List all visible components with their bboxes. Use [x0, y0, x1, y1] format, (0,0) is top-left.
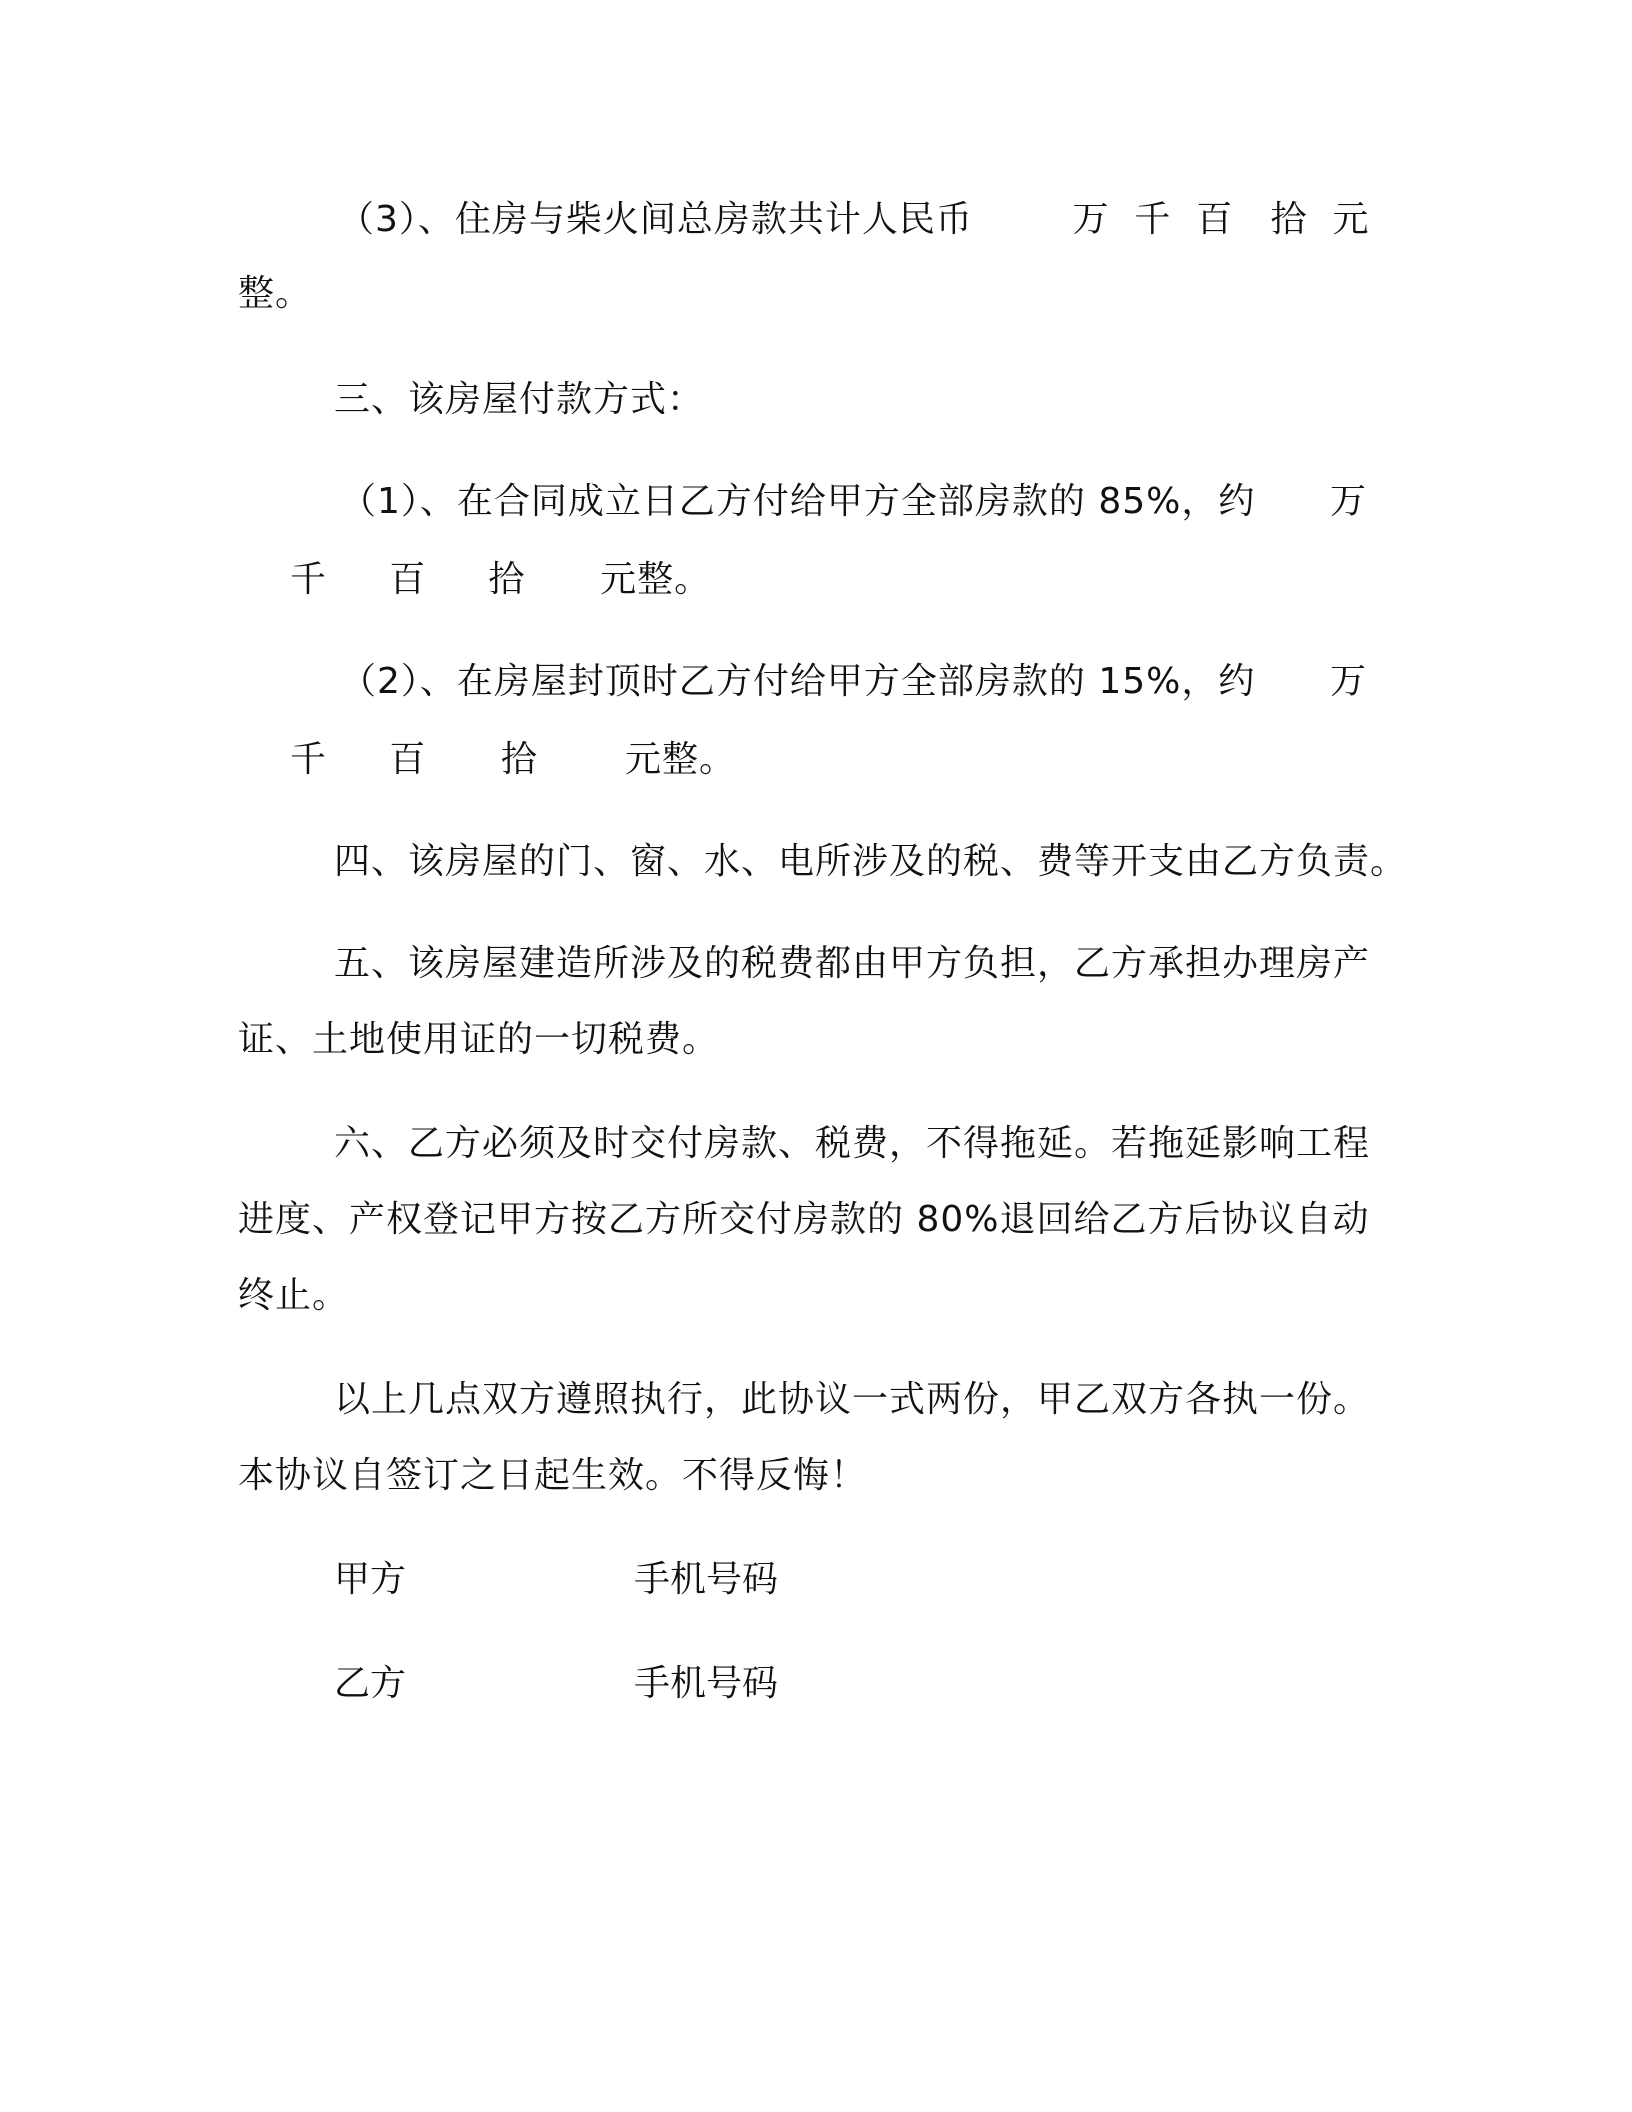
signature-row-party-b [334, 1660, 1034, 1708]
closing-line2: 本协议自签订之日起生效。不得反悔！ [238, 1455, 868, 1496]
clause-6-line1: 六、乙方必须及时交付房款、税费，不得拖延。若拖延影响工程 [334, 1123, 1371, 1164]
party-a-phone-label: 手机号码 [634, 1559, 779, 1600]
party-b-phone-label: 手机号码 [634, 1663, 779, 1704]
clause-4: 四、该房屋的门、窗、水、电所涉及的税、费等开支由乙方负责。 [334, 841, 1408, 882]
clause-2-3-line1: （3）、住房与柴火间总房款共计人民币 万 千 百 拾 元 [338, 199, 1370, 240]
clause-3-2-line1: （2）、在房屋封顶时乙方付给甲方全部房款的 15%，约 万 [340, 661, 1368, 702]
clause-5-line1: 五、该房屋建造所涉及的税费都由甲方负担，乙方承担办理房产 [334, 943, 1371, 984]
clause-3-1-line2: 千 百 拾 元整。 [290, 559, 712, 600]
signature-row-party-a [334, 1556, 1034, 1604]
clause-3-title: 三、该房屋付款方式： [334, 379, 705, 420]
party-a-label: 甲方 [334, 1559, 407, 1600]
clause-6-line2: 进度、产权登记甲方按乙方所交付房款的 80%退回给乙方后协议自动 [238, 1199, 1370, 1240]
clause-3-1-line1: （1）、在合同成立日乙方付给甲方全部房款的 85%，约 万 [340, 481, 1368, 522]
clause-2-3-line2: 整。 [238, 273, 313, 314]
closing-line1: 以上几点双方遵照执行，此协议一式两份，甲乙双方各执一份。 [334, 1379, 1371, 1420]
clause-5-line2: 证、土地使用证的一切税费。 [238, 1019, 720, 1060]
clause-3-2-line2: 千 百 拾 元整。 [290, 739, 736, 780]
clause-6-line3: 终止。 [238, 1275, 350, 1316]
party-b-label: 乙方 [334, 1663, 407, 1704]
